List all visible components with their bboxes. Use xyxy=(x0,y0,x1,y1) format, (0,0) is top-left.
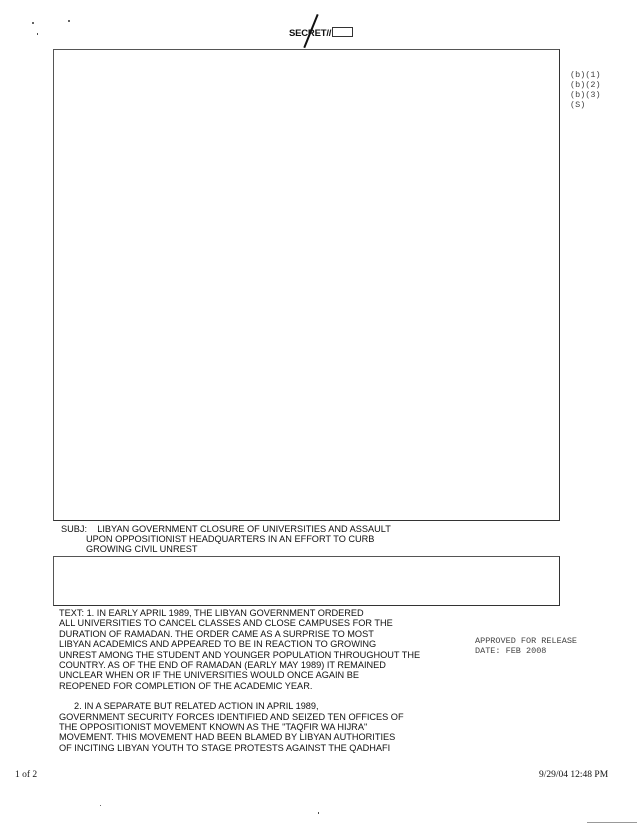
release-stamp-line-2: DATE: FEB 2008 xyxy=(475,646,547,656)
paragraph-2: 2. IN A SEPARATE BUT RELATED ACTION IN APRIL 1989, GOVERNMENT SECURITY FORCES IDENTIFIED AND SEIZED TEN OFFICES OF THE OPPOSITIONIST MOVEMENT KNOWN AS THE "TAQFIR WA HIJRA" MOVEMENT. THIS MOVEMENT HAD BEEN BLAMED BY LIBYAN AUTHORITIES OF INCITING LIBYAN YOUTH TO STAGE PROTESTS AGAINST THE QADHAFI xyxy=(59,701,404,753)
exemption-code: (b)(3) xyxy=(570,90,601,100)
subject-block xyxy=(61,524,461,554)
paragraph-1: TEXT: 1. IN EARLY APRIL 1989, THE LIBYAN GOVERNMENT ORDERED ALL UNIVERSITIES TO CANCEL CLASSES AND CLOSE CAMPUSES FOR THE DURATION OF RAMADAN. THE ORDER CAME AS A SURPRISE TO MOST LIBYAN ACADEMICS AND APPEARED TO BE IN REACTION TO GROWING UNREST AMONG THE STUDENT AND YOUNGER POPULATION THROUGHOUT THE COUNTRY. AS OF THE END OF RAMADAN (EARLY MAY 1989) IT REMAINED UNCLEAR WHEN OR IF THE UNIVERSITIES WOULD ONCE AGAIN BE REOPENED FOR COMPLETION OF THE ACADEMIC YEAR. xyxy=(59,608,421,691)
subject-line-3: GROWING CIVIL UNREST xyxy=(86,544,198,554)
scan-speck xyxy=(318,812,319,814)
subject-line-1: SUBJ: LIBYAN GOVERNMENT CLOSURE OF UNIVERSITIES AND ASSAULT xyxy=(61,524,391,534)
exemption-code: (b)(1) xyxy=(570,70,601,80)
scan-speck xyxy=(37,33,38,35)
redacted-block-secondary xyxy=(53,556,560,606)
scan-speck xyxy=(32,22,34,24)
classification-redaction-box xyxy=(332,27,353,37)
page-number: 1 of 2 xyxy=(15,770,38,780)
scan-edge-mark xyxy=(587,822,637,823)
subject-label: SUBJ: xyxy=(61,524,88,534)
exemption-code: (b)(2) xyxy=(570,80,601,90)
message-text xyxy=(59,608,459,753)
classification-marking xyxy=(289,27,353,39)
obscured-header-line: . . . . . . . . . . . . . . . . . . . . . . . . . . . . . . . . . . . . . . . xyxy=(58,44,242,47)
redacted-block-main xyxy=(53,49,560,521)
subject-line-2: UPON OPPOSITIONIST HEADQUARTERS IN AN EFFORT TO CURB xyxy=(86,534,375,544)
print-timestamp: 9/29/04 12:48 PM xyxy=(539,770,609,780)
scan-speck xyxy=(100,805,101,806)
classification-text: SECRET// xyxy=(289,28,332,39)
exemption-code: (S) xyxy=(570,100,586,110)
exemption-codes xyxy=(570,70,601,110)
release-stamp-line-1: APPROVED FOR RELEASE xyxy=(475,636,578,646)
release-stamp xyxy=(475,636,577,656)
scan-speck xyxy=(68,20,70,22)
